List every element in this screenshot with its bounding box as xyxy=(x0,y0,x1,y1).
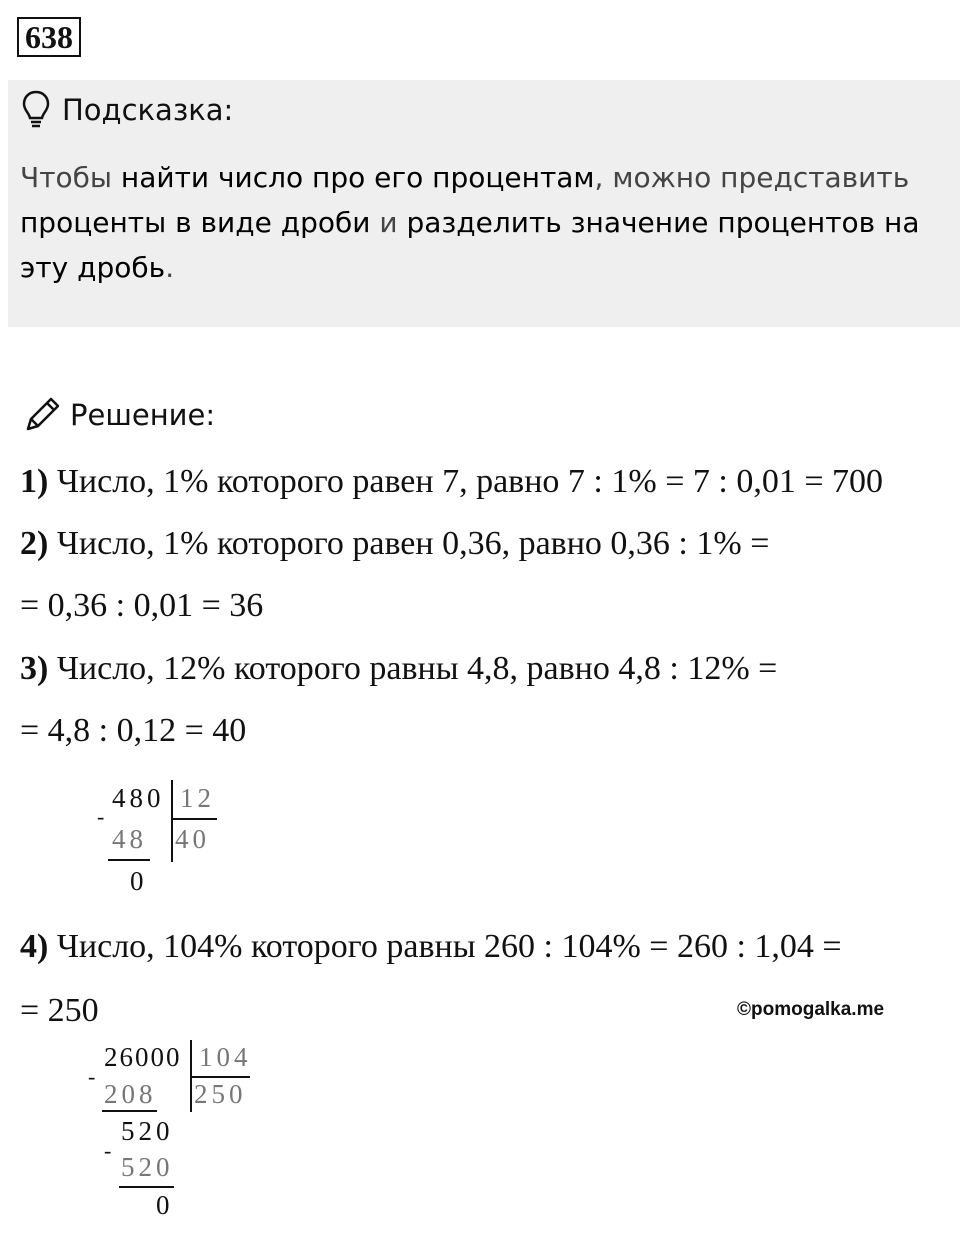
remainder: 0 xyxy=(156,1190,174,1220)
subtraction-line xyxy=(108,859,150,861)
hint-text-part: . xyxy=(165,251,175,284)
solution-title: Решение: xyxy=(70,398,216,432)
solution-step-1 xyxy=(20,463,883,501)
minus-sign: - xyxy=(88,1064,100,1089)
divisor: 104 xyxy=(199,1042,252,1072)
dividend: 480 xyxy=(112,783,165,813)
minus-sign: - xyxy=(104,1138,116,1163)
dividend: 26000 xyxy=(104,1042,182,1072)
hint-text-part: Чтобы xyxy=(20,161,121,194)
divisor-underline xyxy=(190,1076,250,1078)
solution-step-3-continued: = 4,8 : 0,12 = 40 xyxy=(20,712,247,749)
subtrahend: 520 xyxy=(121,1152,174,1182)
hint-title: Подсказка: xyxy=(62,93,234,127)
task-number: 638 xyxy=(17,17,81,57)
step-number: 4) xyxy=(20,928,49,965)
solution-step-4-continued: = 250 xyxy=(20,992,99,1029)
subtraction-line xyxy=(119,1186,174,1188)
subtrahend: 48 xyxy=(112,824,147,854)
lightbulb-icon xyxy=(22,90,50,130)
solution-step-2-continued: = 0,36 : 0,01 = 36 xyxy=(20,587,264,624)
watermark: ©pomogalka.me xyxy=(737,999,885,1020)
quotient: 40 xyxy=(175,824,210,854)
step-number: 2) xyxy=(20,525,49,562)
solution-heading xyxy=(22,395,215,435)
partial-dividend: 520 xyxy=(121,1116,174,1146)
hint-text-part: и xyxy=(370,206,407,239)
step-text: Число, 12% которого равны 4,8, равно 4,8 : 12% = xyxy=(48,650,778,687)
division-bar xyxy=(171,780,173,862)
divisor-underline xyxy=(171,818,217,820)
step-number: 3) xyxy=(20,650,49,687)
minus-sign: - xyxy=(97,804,109,829)
subtraction-line xyxy=(102,1110,157,1112)
hint-text-emphasis: проценты в виде дроби xyxy=(20,206,371,239)
step-text: Число, 1% которого равен 0,36, равно 0,36 : 1% = xyxy=(48,525,770,562)
subtrahend: 208 xyxy=(104,1079,157,1109)
quotient: 250 xyxy=(194,1079,247,1109)
hint-heading xyxy=(22,90,233,130)
hint-text-emphasis: разделить значение процентов на эту дробь xyxy=(20,206,920,284)
pencil-icon xyxy=(22,395,62,435)
step-text: Число, 104% которого равны 260 : 104% = 260 : 1,04 = xyxy=(48,928,842,965)
solution-step-3 xyxy=(20,650,777,688)
hint-text-part: , можно представить xyxy=(594,161,910,194)
remainder: 0 xyxy=(130,866,148,896)
solution-step-4 xyxy=(20,928,842,966)
step-number: 1) xyxy=(20,463,49,500)
hint-text-emphasis: найти число про его процентам xyxy=(120,161,595,194)
hint-text xyxy=(20,155,945,290)
divisor: 12 xyxy=(180,783,215,813)
step-text: Число, 1% которого равен 7, равно 7 : 1% = 7 : 0,01 = 700 xyxy=(48,463,883,500)
solution-step-2 xyxy=(20,525,769,563)
